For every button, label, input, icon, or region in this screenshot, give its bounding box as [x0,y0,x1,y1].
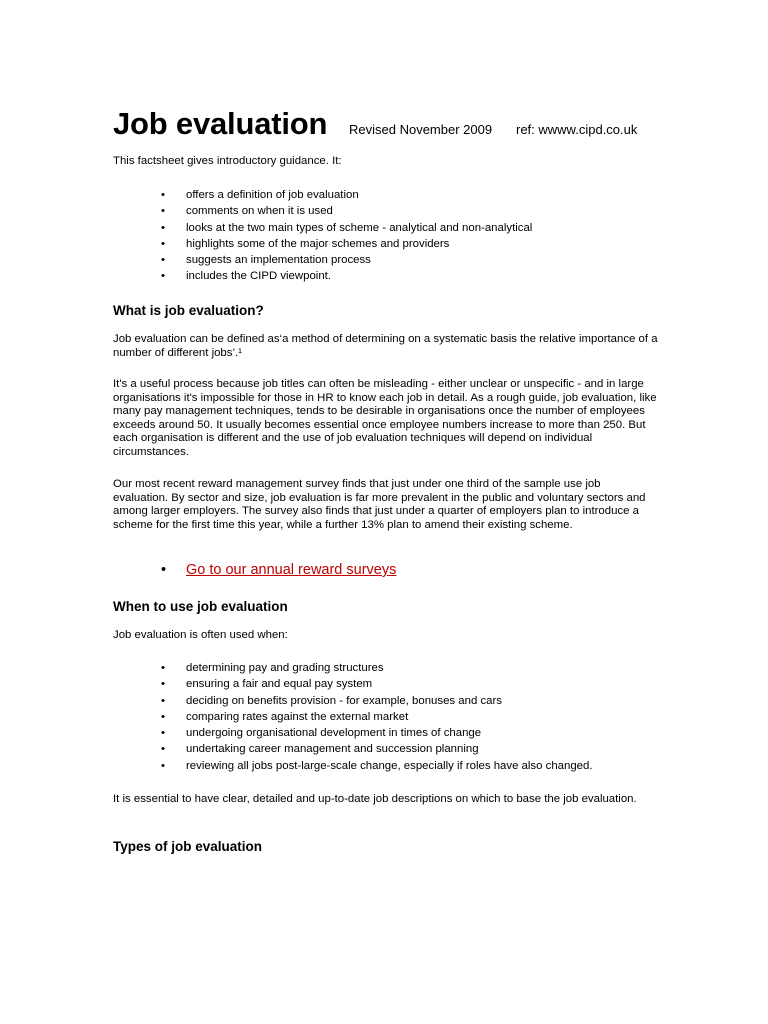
paragraph-survey: Our most recent reward management survey finds that just under one third of the sample use job evaluation. By sector and size, job evaluation is far more prevalent in the public and voluntary sectors and among larger employers. The survey also finds that just under a quarter of employers plan to introduce a scheme for the first time this year, while a further 13% plan to amend their existing scheme. [113,478,646,531]
list-item: • highlights some of the major schemes and providers [113,236,532,252]
list-item: • suggests an implementation process [113,252,532,268]
intro-text: This factsheet gives introductory guidance. It: [113,155,342,167]
list-item: • ensuring a fair and equal pay system [113,676,593,692]
when-bullet-list [113,660,593,774]
header [113,106,673,146]
when-intro-text: Job evaluation is often used when: [113,629,288,641]
intro-bullet-list [113,187,532,285]
list-item: • comparing rates against the external market [113,709,593,725]
list-item: • determining pay and grading structures [113,660,593,676]
reward-surveys-link[interactable]: Go to our annual reward surveys [186,562,397,578]
revision-date: Revised November 2009 [349,122,493,137]
heading-when-to-use: When to use job evaluation [113,599,288,614]
paragraph-definition: Job evaluation can be defined as‘a method of determining on a systematic basis the relative importance of a number of different jobs’.¹ [113,333,658,359]
list-item: • undergoing organisational development in times of change [113,725,593,741]
list-item: • includes the CIPD viewpoint. [113,268,532,284]
bullet-icon: • [161,562,167,578]
list-item: • deciding on benefits provision - for example, bonuses and cars [113,693,593,709]
paragraph-usefulness: It's a useful process because job titles can often be misleading - either unclear or unspecific - and in large organisations it's impossible for those in HR to know each job in detail. As a rough guide, job evaluation, like many pay management techniques, tends to be desirable in organisations once the number of employees exceeds around 50. It usually becomes essential once employee numbers increase to more than 250. But each organisation is different and the use of job evaluation techniques will depend on individual circumstances. [113,378,657,458]
list-item: • comments on when it is used [113,203,532,219]
list-item: • reviewing all jobs post-large-scale change, especially if roles have also changed. [113,758,593,774]
list-item: • offers a definition of job evaluation [113,187,532,203]
heading-what-is: What is job evaluation? [113,303,264,318]
heading-types: Types of job evaluation [113,839,263,854]
reference-url: ref: wwww.cipd.co.uk [516,122,638,137]
page-title: Job evaluation [113,106,328,141]
list-item: • looks at the two main types of scheme - analytical and non-analytical [113,220,532,236]
paragraph-job-descriptions: It is essential to have clear, detailed and up-to-date job descriptions on which to base the job evaluation. [113,793,637,805]
list-item: • undertaking career management and succession planning [113,741,593,757]
